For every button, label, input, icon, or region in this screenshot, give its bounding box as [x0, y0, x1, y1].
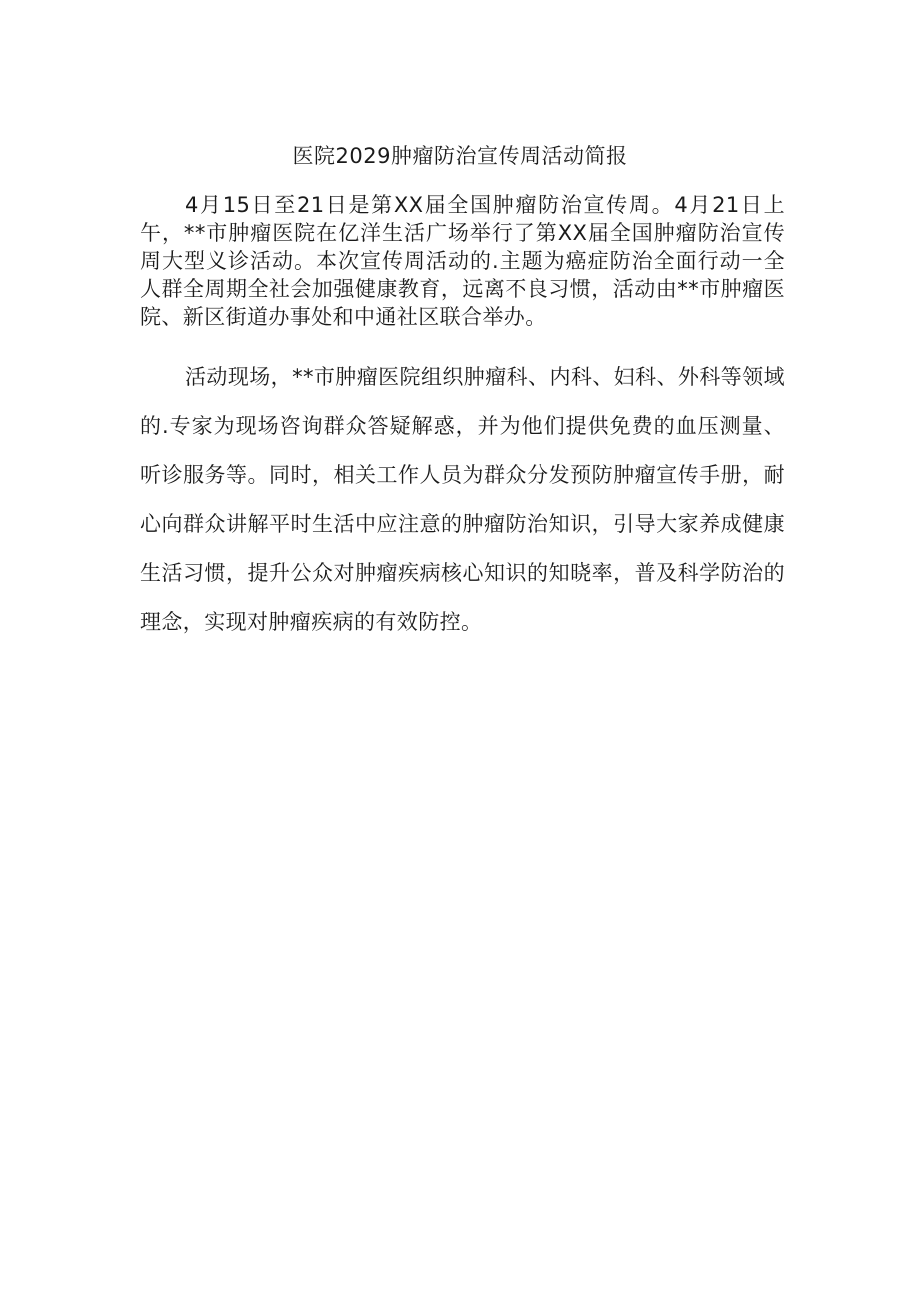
paragraph-event-overview: 4月15日至21日是第XX届全国肿瘤防治宣传周。4月21日上午，**市肿瘤医院在亿洋生活广场举行了第XX届全国肿瘤防治宣传周大型义诊活动。本次宣传周活动的.主题为癌症防治全面行动一全人群全周期全社会加强健康教育，远离不良习惯，活动由**市肿瘤医院、新区街道办事处和中通社区联合举办。	[140, 193, 785, 329]
document-title: 医院2029肿瘤防治宣传周活动简报	[292, 144, 628, 168]
paragraph-event-details: 活动现场，**市肿瘤医院组织肿瘤科、内科、妇科、外科等领域的.专家为现场咨询群众答疑解惑，并为他们提供免费的血压测量、听诊服务等。同时，相关工作人员为群众分发预防肿瘤宣传手册，耐心向群众讲解平时生活中应注意的肿瘤防治知识，引导大家养成健康生活习惯，提升公众对肿瘤疾病核心知识的知晓率，普及科学防治的理念，实现对肿瘤疾病的有效防控。	[140, 365, 785, 634]
